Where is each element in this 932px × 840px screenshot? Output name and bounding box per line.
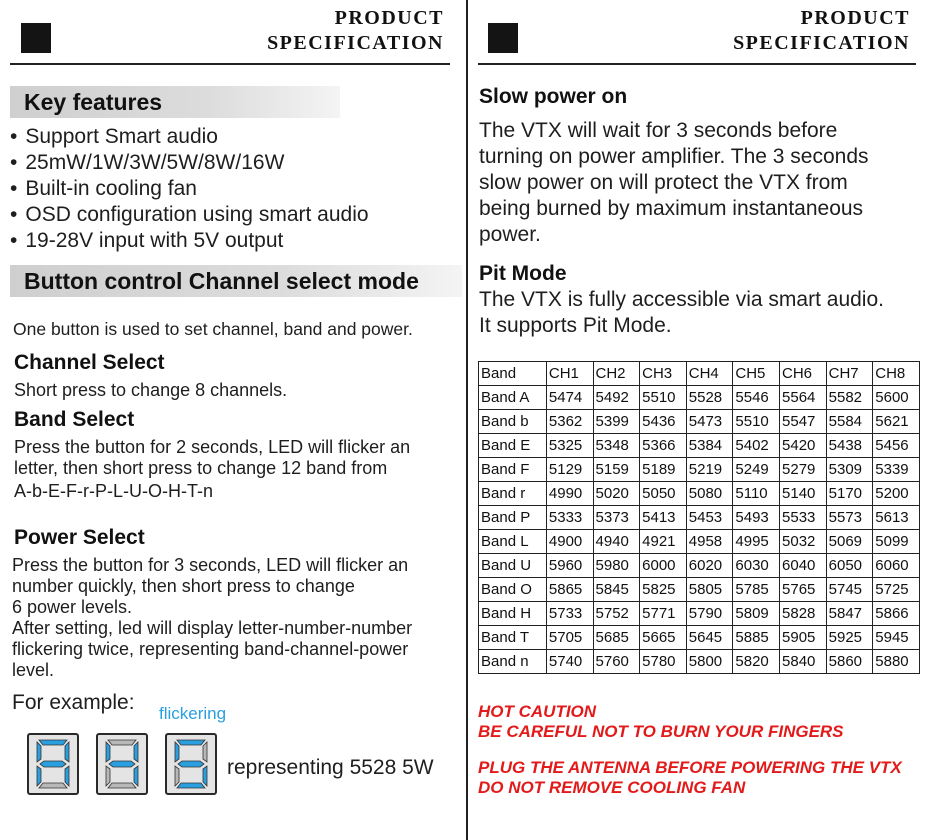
- text-line: It supports Pit Mode.: [479, 314, 672, 337]
- table-row: [479, 386, 920, 410]
- table-header-cell: CH6: [780, 362, 827, 386]
- frequency-cell: 5733: [546, 602, 593, 626]
- frequency-cell: 6030: [733, 554, 780, 578]
- frequency-cell: 6000: [640, 554, 687, 578]
- segment-b: [203, 742, 207, 762]
- frequency-cell: 6040: [780, 554, 827, 578]
- text-line: After setting, led will display letter-number-number: [12, 618, 413, 638]
- table-row: [479, 434, 920, 458]
- seven-seg-digit-a: [27, 733, 79, 795]
- frequency-cell: 5564: [780, 386, 827, 410]
- segment-e: [37, 766, 41, 786]
- segment-a: [39, 740, 67, 745]
- frequency-cell: 5366: [640, 434, 687, 458]
- text-line: Press the button for 3 seconds, LED will flicker an: [12, 555, 409, 575]
- text-line: A-b-E-F-r-P-L-U-O-H-T-n: [14, 481, 213, 501]
- frequency-cell: 5546: [733, 386, 780, 410]
- frequency-cell: 6020: [686, 554, 733, 578]
- channel-select-title: Channel Select: [14, 351, 165, 374]
- frequency-cell: 5885: [733, 626, 780, 650]
- frequency-cell: 5805: [686, 578, 733, 602]
- frequency-cell: 5945: [873, 626, 920, 650]
- frequency-cell: 4990: [546, 482, 593, 506]
- frequency-cell: 5645: [686, 626, 733, 650]
- frequency-cell: 5865: [546, 578, 593, 602]
- table-row: [479, 530, 920, 554]
- pit-mode-title: Pit Mode: [479, 262, 567, 285]
- warning-hot-caution: HOT CAUTION: [478, 702, 597, 721]
- frequency-cell: 5493: [733, 506, 780, 530]
- text-line: level.: [12, 660, 55, 680]
- table-header-row: [479, 362, 920, 386]
- table-row: [479, 602, 920, 626]
- table-row: [479, 410, 920, 434]
- header-square-left: [21, 23, 51, 53]
- frequency-cell: 5325: [546, 434, 593, 458]
- table-header-cell: CH4: [686, 362, 733, 386]
- frequency-cell: 5725: [873, 578, 920, 602]
- header-rule-left: [10, 63, 450, 65]
- frequency-cell: 5110: [733, 482, 780, 506]
- band-name-cell: Band F: [479, 458, 547, 482]
- frequency-cell: 5453: [686, 506, 733, 530]
- frequency-cell: 6050: [826, 554, 873, 578]
- example-label: For example:: [12, 691, 135, 714]
- frequency-cell: 5847: [826, 602, 873, 626]
- frequency-cell: 5473: [686, 410, 733, 434]
- table-header-cell: CH7: [826, 362, 873, 386]
- frequency-cell: 5905: [780, 626, 827, 650]
- band-name-cell: Band H: [479, 602, 547, 626]
- frequency-cell: 5373: [593, 506, 640, 530]
- frequency-cell: 5665: [640, 626, 687, 650]
- segment-g: [178, 761, 204, 767]
- band-name-cell: Band E: [479, 434, 547, 458]
- header-rule-right: [478, 63, 916, 65]
- text-line: flickering twice, representing band-channel-power: [12, 639, 409, 659]
- frequency-cell: 5170: [826, 482, 873, 506]
- segment-e: [175, 766, 179, 786]
- frequency-cell: 5860: [826, 650, 873, 674]
- text-line: The VTX will wait for 3 seconds before: [479, 119, 838, 142]
- frequency-cell: 5845: [593, 578, 640, 602]
- power-select-title: Power Select: [14, 526, 145, 549]
- header-square-right: [488, 23, 518, 53]
- segment-a: [108, 740, 136, 745]
- frequency-cell: 5474: [546, 386, 593, 410]
- frequency-cell: 5547: [780, 410, 827, 434]
- frequency-cell: 5533: [780, 506, 827, 530]
- table-header-cell: CH8: [873, 362, 920, 386]
- text-line: Press the button for 2 seconds, LED will flicker an: [14, 437, 411, 457]
- table-row: [479, 578, 920, 602]
- header-title-right: [660, 6, 910, 56]
- frequency-cell: 5189: [640, 458, 687, 482]
- frequency-cell: 5129: [546, 458, 593, 482]
- list-item: • Built-in cooling fan: [10, 176, 450, 202]
- frequency-cell: 5348: [593, 434, 640, 458]
- frequency-cell: 5080: [686, 482, 733, 506]
- flickering-label: flickering: [159, 704, 227, 723]
- frequency-cell: 5584: [826, 410, 873, 434]
- frequency-cell: 5825: [640, 578, 687, 602]
- text-line: being burned by maximum instantaneous: [479, 197, 864, 220]
- list-item: • 25mW/1W/3W/5W/8W/16W: [10, 150, 450, 176]
- frequency-cell: 5780: [640, 650, 687, 674]
- frequency-cell: 5436: [640, 410, 687, 434]
- frequency-cell: 5069: [826, 530, 873, 554]
- frequency-cell: 5771: [640, 602, 687, 626]
- segment-d: [177, 783, 205, 788]
- segment-f: [106, 742, 110, 762]
- text-line: power.: [479, 223, 541, 246]
- segment-f: [37, 742, 41, 762]
- table-header-cell: Band: [479, 362, 547, 386]
- frequency-cell: 5309: [826, 458, 873, 482]
- text-line: 6 power levels.: [12, 597, 133, 617]
- frequency-cell: 5809: [733, 602, 780, 626]
- segment-d: [108, 783, 136, 788]
- list-item: • 19-28V input with 5V output: [10, 228, 450, 254]
- band-name-cell: Band b: [479, 410, 547, 434]
- frequency-cell: 4940: [593, 530, 640, 554]
- header-line1: PRODUCT: [800, 7, 910, 29]
- band-name-cell: Band P: [479, 506, 547, 530]
- band-name-cell: Band A: [479, 386, 547, 410]
- channel-frequency-table: [478, 361, 920, 674]
- band-name-cell: Band T: [479, 626, 547, 650]
- table-row: [479, 554, 920, 578]
- list-item: • OSD configuration using smart audio: [10, 202, 450, 228]
- frequency-cell: 5020: [593, 482, 640, 506]
- representing-text: representing 5528 5W: [227, 756, 434, 779]
- seven-seg-digit-4: [96, 733, 148, 795]
- frequency-cell: 5456: [873, 434, 920, 458]
- frequency-cell: 5140: [780, 482, 827, 506]
- frequency-cell: 5438: [826, 434, 873, 458]
- band-name-cell: Band U: [479, 554, 547, 578]
- band-name-cell: Band r: [479, 482, 547, 506]
- page-divider: [466, 0, 468, 840]
- band-name-cell: Band L: [479, 530, 547, 554]
- frequency-cell: 5510: [640, 386, 687, 410]
- segment-a: [177, 740, 205, 745]
- frequency-cell: 5925: [826, 626, 873, 650]
- frequency-cell: 5219: [686, 458, 733, 482]
- frequency-cell: 4921: [640, 530, 687, 554]
- warnings: [478, 702, 928, 798]
- frequency-cell: 5740: [546, 650, 593, 674]
- frequency-cell: 5765: [780, 578, 827, 602]
- frequency-cell: 5840: [780, 650, 827, 674]
- frequency-cell: 5099: [873, 530, 920, 554]
- frequency-cell: 5528: [686, 386, 733, 410]
- frequency-cell: 5800: [686, 650, 733, 674]
- warning-burn-fingers: BE CAREFUL NOT TO BURN YOUR FINGERS: [478, 722, 844, 741]
- frequency-cell: 5384: [686, 434, 733, 458]
- text-line: slow power on will protect the VTX from: [479, 171, 848, 194]
- table-header-cell: CH1: [546, 362, 593, 386]
- frequency-cell: 5050: [640, 482, 687, 506]
- frequency-cell: 5613: [873, 506, 920, 530]
- table-row: [479, 482, 920, 506]
- frequency-cell: 4900: [546, 530, 593, 554]
- frequency-cell: 5685: [593, 626, 640, 650]
- frequency-cell: 5333: [546, 506, 593, 530]
- segment-c: [65, 766, 69, 786]
- warning-plug-antenna: PLUG THE ANTENNA BEFORE POWERING THE VTX: [478, 758, 902, 777]
- frequency-cell: 5880: [873, 650, 920, 674]
- frequency-cell: 4995: [733, 530, 780, 554]
- warning-cooling-fan: DO NOT REMOVE COOLING FAN: [478, 778, 746, 797]
- frequency-cell: 5413: [640, 506, 687, 530]
- text-line: letter, then short press to change 12 band from: [14, 458, 388, 478]
- frequency-cell: 5582: [826, 386, 873, 410]
- segment-b: [65, 742, 69, 762]
- frequency-cell: 5402: [733, 434, 780, 458]
- slow-power-text: [479, 118, 924, 248]
- frequency-cell: 5820: [733, 650, 780, 674]
- frequency-cell: 5790: [686, 602, 733, 626]
- band-name-cell: Band n: [479, 650, 547, 674]
- frequency-cell: 5705: [546, 626, 593, 650]
- feature-list: [10, 124, 450, 254]
- header-line2: SPECIFICATION: [267, 32, 444, 54]
- frequency-cell: 5866: [873, 602, 920, 626]
- seven-seg-digit-5: [165, 733, 217, 795]
- segment-c: [203, 766, 207, 786]
- segment-f: [175, 742, 179, 762]
- frequency-cell: 5200: [873, 482, 920, 506]
- segment-b: [134, 742, 138, 762]
- header-line1: PRODUCT: [334, 7, 444, 29]
- frequency-cell: 5279: [780, 458, 827, 482]
- table-row: [479, 458, 920, 482]
- power-select-text: [12, 555, 464, 681]
- band-select-title: Band Select: [14, 408, 135, 431]
- segment-e: [106, 766, 110, 786]
- frequency-cell: 5420: [780, 434, 827, 458]
- table-header-cell: CH3: [640, 362, 687, 386]
- band-select-text: [14, 437, 464, 502]
- table-row: [479, 650, 920, 674]
- intro-text: One button is used to set channel, band and power.: [13, 319, 413, 339]
- section-title: Key features: [24, 89, 163, 115]
- frequency-cell: 5752: [593, 602, 640, 626]
- key-features-heading: [10, 86, 340, 118]
- table-row: [479, 626, 920, 650]
- text-line: turning on power amplifier. The 3 seconds: [479, 145, 869, 168]
- frequency-cell: 5249: [733, 458, 780, 482]
- frequency-cell: 5621: [873, 410, 920, 434]
- frequency-cell: 5760: [593, 650, 640, 674]
- frequency-cell: 6060: [873, 554, 920, 578]
- segment-c: [134, 766, 138, 786]
- frequency-cell: 5980: [593, 554, 640, 578]
- table-header-cell: CH2: [593, 362, 640, 386]
- button-control-heading: [10, 265, 462, 297]
- frequency-cell: 5960: [546, 554, 593, 578]
- text-line: The VTX is fully accessible via smart audio.: [479, 288, 884, 311]
- band-name-cell: Band O: [479, 578, 547, 602]
- frequency-cell: 5600: [873, 386, 920, 410]
- segment-d: [39, 783, 67, 788]
- table-row: [479, 506, 920, 530]
- pit-mode-text: [479, 287, 929, 339]
- header-line2: SPECIFICATION: [733, 32, 910, 54]
- section-title: Button control Channel select mode: [24, 268, 419, 294]
- frequency-cell: 5339: [873, 458, 920, 482]
- channel-select-text: Short press to change 8 channels.: [14, 380, 288, 400]
- list-item: • Support Smart audio: [10, 124, 450, 150]
- table-header-cell: CH5: [733, 362, 780, 386]
- frequency-cell: 5362: [546, 410, 593, 434]
- segment-g: [109, 761, 135, 767]
- segment-g: [40, 761, 66, 767]
- frequency-cell: 5510: [733, 410, 780, 434]
- frequency-cell: 4958: [686, 530, 733, 554]
- frequency-cell: 5745: [826, 578, 873, 602]
- frequency-cell: 5032: [780, 530, 827, 554]
- frequency-cell: 5492: [593, 386, 640, 410]
- header-title-left: [200, 6, 444, 56]
- slow-power-title: Slow power on: [479, 85, 628, 108]
- frequency-cell: 5399: [593, 410, 640, 434]
- frequency-cell: 5573: [826, 506, 873, 530]
- frequency-cell: 5785: [733, 578, 780, 602]
- frequency-cell: 5828: [780, 602, 827, 626]
- frequency-cell: 5159: [593, 458, 640, 482]
- text-line: number quickly, then short press to change: [12, 576, 355, 596]
